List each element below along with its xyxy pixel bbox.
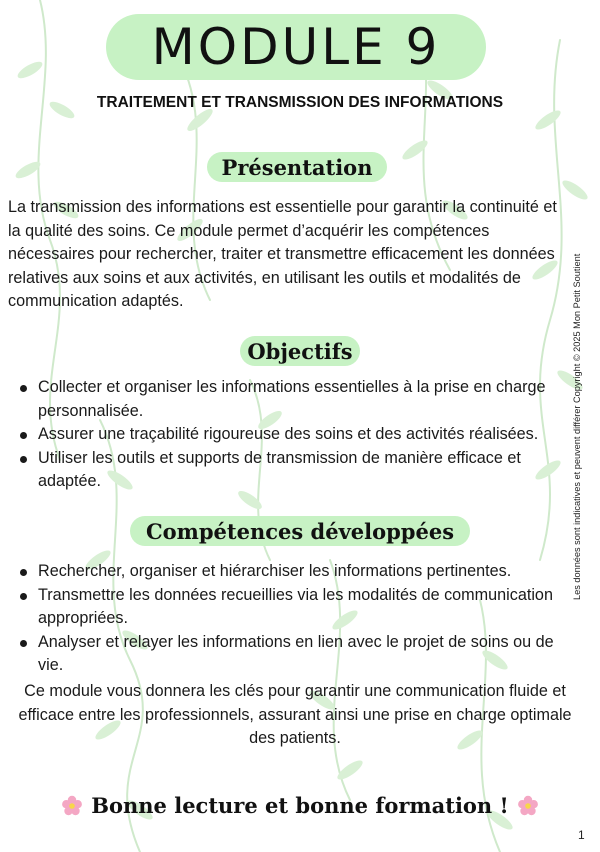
competences-heading-banner [130,516,470,546]
competences-list [10,560,570,678]
bullet-icon [20,385,27,392]
competences-heading: Compétences développées [145,518,455,544]
list-item [10,560,570,584]
list-item-text: Utiliser les outils et supports de transmission de manière efficace et adaptée. [38,448,521,490]
bullet-icon [20,640,27,647]
page-subtitle: TRAITEMENT ET TRANSMISSION DES INFORMATIONS [96,94,504,111]
footer-greeting-line [0,793,600,818]
objectifs-heading-banner [240,336,360,366]
list-item [10,631,570,678]
presentation-heading-banner [207,152,387,182]
title-banner [106,14,486,80]
presentation-text: La transmission des informations est essentielle pour garantir la continuité et la qualité des soins. Ce module permet d’acquérir les compétences nécessaires pour rechercher, traiter et transmettre efficacement les données relatives aux soins et aux activités, en utilisant les outils et modalités de communication adaptés. [8,198,557,310]
page-number: 1 [578,828,585,842]
objectifs-heading: Objectifs [247,338,353,364]
flower-icon [517,795,539,817]
list-item [10,584,570,631]
list-item [10,447,570,494]
list-item-text: Assurer une traçabilité rigoureuse des soins et des activités réalisées. [38,425,539,443]
list-item-text: Rechercher, organiser et hiérarchiser les informations pertinentes. [38,562,512,580]
list-item-text: Analyser et relayer les informations en lien avec le projet de soins ou de vie. [38,632,554,674]
page-title: MODULE 9 [151,18,441,76]
list-item [10,423,570,447]
closing-text: Ce module vous donnera les clés pour garantir une communication fluide et efficace entre les professionnels, assurant ainsi une prise en charge optimale des patients. [18,682,572,747]
bullet-icon [20,569,27,576]
list-item [10,376,570,423]
copyright-note: Les données sont indicatives et peuvent différer Copyright © 2025 Mon Petit Soutient [572,253,582,600]
presentation-heading: Présentation [221,154,373,180]
flower-icon [61,795,83,817]
footer-greeting: Bonne lecture et bonne formation ! [91,793,509,818]
bullet-icon [20,593,27,600]
bullet-icon [20,432,27,439]
objectifs-list [10,376,570,494]
list-item-text: Collecter et organiser les informations essentielles à la prise en charge personnalisée. [38,378,546,420]
bullet-icon [20,456,27,463]
list-item-text: Transmettre les données recueillies via les modalités de communication appropriées. [38,585,553,627]
